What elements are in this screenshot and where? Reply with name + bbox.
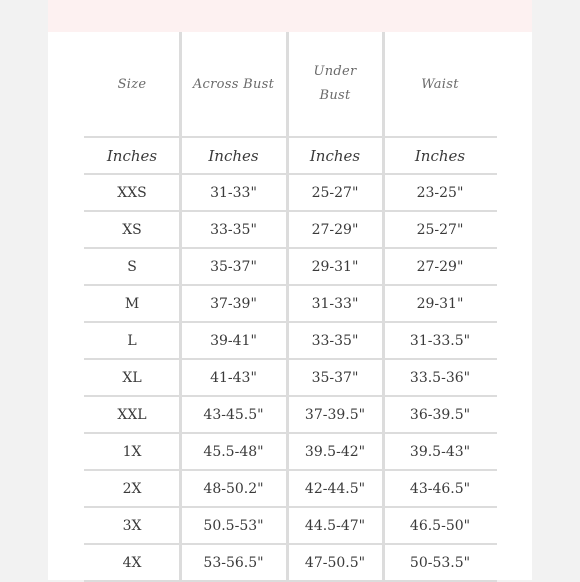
size-label: XXS — [117, 184, 147, 201]
measurement-value: 37-39" — [210, 295, 257, 312]
measurement-value: 53-56.5" — [203, 554, 264, 571]
measurement-value: 33-35" — [311, 332, 359, 349]
measurement-value: 47-50.5" — [304, 554, 366, 571]
measurement-value: 33.5-36" — [409, 369, 471, 386]
size-label: 4X — [122, 554, 142, 571]
measurement-value: 31-33.5" — [409, 332, 471, 349]
column-header-label: Waist — [421, 76, 459, 92]
measurement-value: 42-44.5" — [304, 480, 366, 497]
measurement-value: 50-53.5" — [409, 554, 471, 571]
measurement-value: 37-39.5" — [304, 406, 366, 423]
measurement-value: 25-27" — [311, 184, 359, 201]
measurement-value: 29-31" — [311, 258, 359, 275]
measurement-value: 39.5-42" — [304, 443, 366, 460]
measurement-value: 25-27" — [416, 221, 464, 238]
measurement-value: 46.5-50" — [409, 517, 471, 534]
measurement-value: 29-31" — [416, 295, 464, 312]
measurement-value: 45.5-48" — [203, 443, 264, 460]
measurement-value: 48-50.2" — [203, 480, 264, 497]
measurement-value: 50.5-53" — [203, 517, 264, 534]
measurement-value: 35-37" — [210, 258, 257, 275]
size-label: 1X — [122, 443, 142, 460]
size-label: XXL — [117, 406, 147, 423]
column-header — [287, 32, 383, 136]
column-header — [180, 32, 287, 136]
size-label: L — [127, 332, 137, 349]
measurement-value: 31-33" — [311, 295, 359, 312]
measurement-value: 44.5-47" — [304, 517, 366, 534]
unit-label: Inches — [309, 146, 361, 165]
measurement-value: 35-37" — [311, 369, 359, 386]
size-label: XS — [122, 221, 142, 238]
column-header-label: Size — [117, 76, 147, 92]
measurement-value: 39.5-43" — [409, 443, 471, 460]
size-label: 3X — [122, 517, 142, 534]
unit-label: Inches — [106, 146, 158, 165]
column-header — [383, 32, 497, 136]
top-pink-band — [48, 0, 532, 32]
unit-label: Inches — [414, 146, 466, 165]
measurement-value: 43-45.5" — [203, 406, 264, 423]
column-header — [84, 32, 180, 136]
size-label: M — [124, 295, 140, 312]
measurement-value: 33-35" — [210, 221, 257, 238]
measurement-value: 23-25" — [416, 184, 464, 201]
measurement-value: 27-29" — [416, 258, 464, 275]
size-label: S — [127, 258, 137, 275]
measurement-value: 43-46.5" — [409, 480, 471, 497]
size-label: XL — [122, 369, 142, 386]
column-header-label: Under Bust — [313, 64, 357, 103]
column-header-label: Across Bust — [192, 76, 275, 92]
size-label: 2X — [122, 480, 142, 497]
measurement-value: 27-29" — [311, 221, 359, 238]
unit-label: Inches — [208, 146, 259, 165]
measurement-value: 31-33" — [210, 184, 257, 201]
measurement-value: 39-41" — [210, 332, 257, 349]
measurement-value: 36-39.5" — [409, 406, 471, 423]
measurement-value: 41-43" — [210, 369, 257, 386]
